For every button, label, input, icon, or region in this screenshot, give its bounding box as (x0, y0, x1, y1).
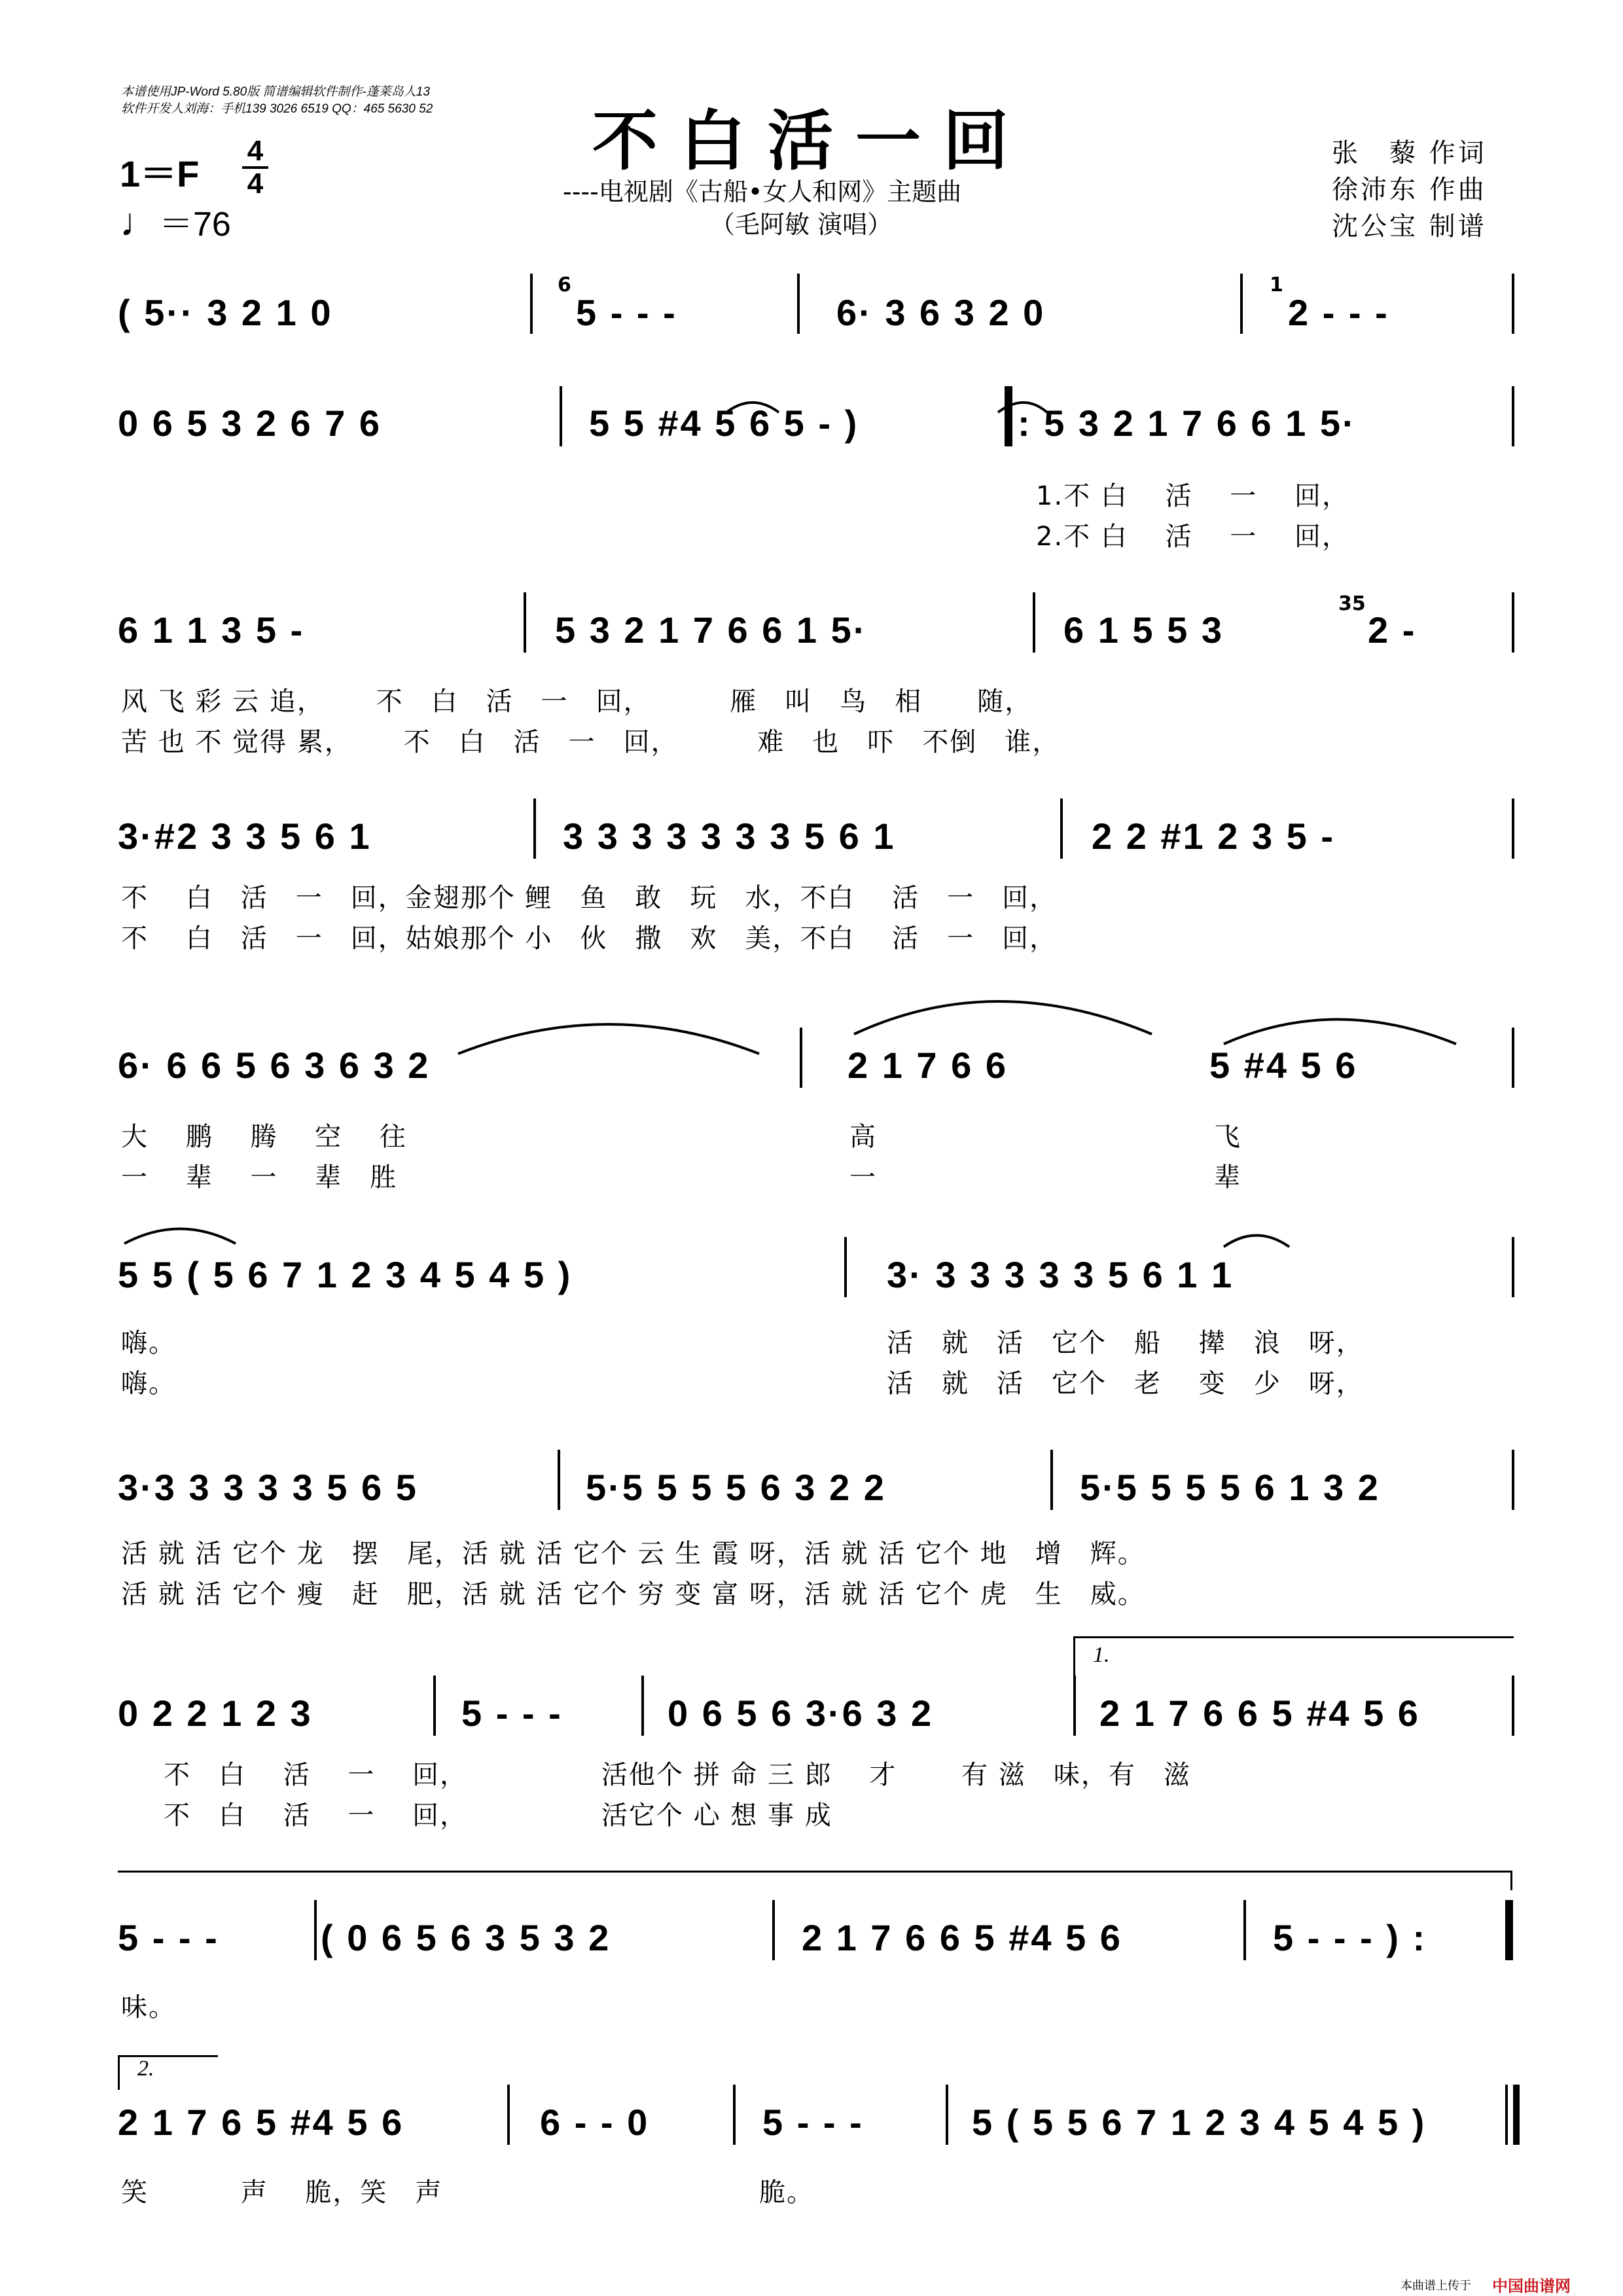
time-signature-top: 4 (247, 135, 264, 167)
row2-measure3: : 5 3 2 1 7 6 6 1 5· (1018, 403, 1357, 444)
row5-lyric-verse2-a: 一 辈 一 辈 胜 (121, 1162, 398, 1193)
first-ending-bracket-end (1510, 1871, 1512, 1890)
barline (641, 1676, 644, 1736)
row9-measure4: 5 - - - ) : (1273, 1917, 1427, 1958)
row10-measure3: 5 - - - (762, 2102, 864, 2143)
row1-measure2: 5 - - - (576, 292, 677, 333)
song-title: 不白活一回 (592, 102, 1031, 179)
row9-measure1: 5 - - - (118, 1917, 219, 1958)
row1-measure3: 6· 3 6 3 2 0 (836, 292, 1046, 333)
row10-measure2: 6 - - 0 (540, 2102, 650, 2143)
row2-measure2: 5 5 #4 5 6 5 - ) (589, 403, 859, 444)
row10-measure1: 2 1 7 6 5 #4 5 6 (118, 2102, 404, 2143)
row1-measure1: ( 5·· 3 2 1 0 (118, 292, 333, 333)
barline (1050, 1450, 1053, 1510)
barline (1512, 1676, 1514, 1736)
barline (772, 1900, 775, 1960)
upload-note: 本曲谱上传于 (1400, 2279, 1471, 2293)
row8-measure2: 5 - - - (461, 1693, 563, 1734)
quarter-note-icon: ♩ (120, 200, 159, 244)
row1-measure4: 2 - - - (1288, 292, 1389, 333)
barline (1512, 1028, 1514, 1088)
barline (507, 2085, 510, 2145)
row5-lyric-verse1-b: 高 (849, 1122, 877, 1152)
grace-note: 35 (1338, 592, 1366, 615)
barline (314, 1900, 317, 1960)
row2-measure1: 0 6 5 3 2 6 7 6 (118, 403, 382, 444)
first-ending-bracket (1073, 1636, 1514, 1691)
grace-note: 6 (558, 274, 571, 296)
row2-lyric-verse1: 1.不 白 活 一 回， (1036, 481, 1350, 511)
tempo-value: ＝76 (159, 206, 231, 243)
row10-lyric-b: 脆。 (759, 2178, 814, 2208)
barline (844, 1237, 847, 1297)
row9-lyric: 味。 (121, 1992, 176, 2022)
row9-measure3: 2 1 7 6 6 5 #4 5 6 (802, 1917, 1122, 1958)
final-barline-thin (1505, 2085, 1508, 2145)
first-ending-number: 1. (1093, 1643, 1110, 1667)
row6-lyric-verse2-a: 嗨。 (121, 1369, 176, 1399)
row4-measure3: 2 2 #1 2 3 5 - (1092, 816, 1336, 857)
song-subtitle: ----电视剧《古船•女人和网》主题曲 (563, 177, 962, 206)
row5-measure2: 2 1 7 6 6 (847, 1045, 1008, 1086)
second-ending-bracket (118, 2055, 218, 2090)
row3-lyric-verse2: 苦 也 不 觉得 累， 不 白 活 一 回， 难 也 吓 不倒 谁， (121, 727, 1060, 757)
barline (433, 1676, 436, 1736)
row5-lyric-verse1-c: 飞 (1214, 1122, 1241, 1152)
row6-lyric-verse2-b: 活 就 活 它个 老 变 少 呀， (887, 1369, 1364, 1399)
row2-lyric-verse2: 2.不 白 活 一 回， (1036, 522, 1350, 552)
final-barline-thick (1513, 2085, 1520, 2145)
row7-lyric-verse2: 活 就 活 它个 瘦 赶 肥，活 就 活 它个 穷 变 富 呀，活 就 活 它个 虎 生 威。 (121, 1579, 1145, 1609)
time-signature-bottom: 4 (247, 168, 264, 200)
row8-lyric-verse2: 不 白 活 一 回， 活它个 心 想 事 成 (164, 1801, 832, 1831)
arranger-credit: 沈公宝 制谱 (1332, 211, 1487, 242)
row8-measure3: 0 6 5 6 3·6 3 2 (668, 1693, 934, 1734)
row3-measure2: 5 3 2 1 7 6 6 1 5· (555, 609, 868, 651)
row6-measure1: 5 5 ( 5 6 7 1 2 3 4 5 4 5 ) (118, 1254, 573, 1295)
row4-lyric-verse1: 不 白 活 一 回，金翅那个 鲤 鱼 敢 玩 水，不白 活 一 回， (121, 883, 1058, 913)
row7-measure3: 5·5 5 5 5 6 1 3 2 (1080, 1467, 1380, 1508)
first-ending-continuation-line (118, 1871, 1512, 1873)
row6-lyric-verse1-b: 活 就 活 它个 船 撵 浪 呀， (887, 1328, 1364, 1358)
repeat-end-barline (1505, 1900, 1513, 1960)
row7-measure2: 5·5 5 5 5 6 3 2 2 (586, 1467, 886, 1508)
barline (1512, 1450, 1514, 1510)
row5-measure3: 5 #4 5 6 (1209, 1045, 1358, 1086)
barline (1243, 1900, 1246, 1960)
barline (1073, 1676, 1076, 1736)
row4-measure1: 3·#2 3 3 5 6 1 (118, 816, 372, 857)
row5-lyric-verse2-c: 辈 (1214, 1162, 1241, 1193)
composer-credit: 徐沛东 作曲 (1332, 175, 1487, 205)
row9-measure2: ( 0 6 5 6 3 5 3 2 (321, 1917, 611, 1958)
row3-measure4: 2 - (1368, 609, 1417, 651)
row8-lyric-verse1: 不 白 活 一 回， 活他个 拼 命 三 郎 才 有 滋 味，有 滋 (164, 1760, 1191, 1790)
row8-measure4: 2 1 7 6 6 5 #4 5 6 (1099, 1693, 1420, 1734)
row3-lyric-verse1: 风 飞 彩 云 追， 不 白 活 一 回， 雁 叫 鸟 相 随， (121, 687, 1033, 717)
barline (1512, 1237, 1514, 1297)
grace-note: 1 (1270, 274, 1283, 296)
row5-lyric-verse2-b: 一 (849, 1162, 877, 1193)
row3-measure1: 6 1 1 3 5 - (118, 609, 305, 651)
row6-measure2: 3· 3 3 3 3 3 5 6 1 1 (887, 1254, 1234, 1295)
row3-measure3: 6 1 5 5 3 (1063, 609, 1224, 651)
row10-measure4: 5 ( 5 5 6 7 1 2 3 4 5 4 5 ) (972, 2102, 1427, 2143)
site-logo[interactable]: 中国曲谱网 (1492, 2277, 1571, 2295)
software-credit-line1: 本谱使用JP-Word 5.80版 简谱编辑软件制作-蓬莱岛人13 (121, 85, 430, 99)
barline (558, 1450, 560, 1510)
barline (733, 2085, 736, 2145)
row6-lyric-verse1-a: 嗨。 (121, 1328, 176, 1358)
row7-measure1: 3·3 3 3 3 3 5 6 5 (118, 1467, 418, 1508)
row4-lyric-verse2: 不 白 活 一 回，姑娘那个 小 伙 撒 欢 美，不白 活 一 回， (121, 924, 1058, 954)
row5-lyric-verse1-a: 大 鹏 腾 空 往 (121, 1122, 407, 1152)
singer-credit: （毛阿敏 演唱） (710, 210, 893, 239)
row4-measure2: 3 3 3 3 3 3 3 5 6 1 (563, 816, 896, 857)
row7-lyric-verse1: 活 就 活 它个 龙 摆 尾，活 就 活 它个 云 生 霞 呀，活 就 活 它个 地 增 辉。 (121, 1539, 1145, 1569)
row8-measure1: 0 2 2 1 2 3 (118, 1693, 313, 1734)
key-signature: 1＝F (120, 153, 200, 194)
barline (800, 1028, 802, 1088)
software-credit-line2: 软件开发人刘海：手机139 3026 6519 QQ：465 5630 52 (121, 102, 433, 116)
row5-measure1: 6· 6 6 5 6 3 6 3 2 (118, 1045, 431, 1086)
row10-lyric-a: 笑 声 脆，笑 声 (121, 2178, 443, 2208)
lyricist-credit: 张 藜 作词 (1332, 138, 1487, 168)
second-ending-number: 2. (137, 2056, 154, 2081)
barline (946, 2085, 948, 2145)
